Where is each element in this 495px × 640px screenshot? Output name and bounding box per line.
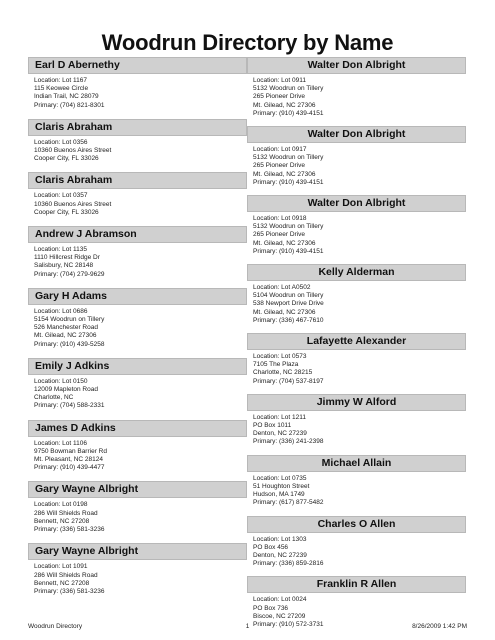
entry-detail-line: Primary: (910) 572-3731 [253, 620, 324, 628]
entry-details [28, 189, 247, 217]
entry-name-header: Walter Don Albright [247, 126, 466, 143]
entry-name-header: Gary Wayne Albright [28, 543, 247, 560]
entry-details [28, 560, 247, 596]
entry-detail-line: 265 Pioneer Drive [253, 162, 306, 170]
entry-detail-line: PO Box 736 [253, 604, 289, 612]
entry-detail-line: Hudson, MA 1749 [253, 491, 305, 499]
entry-detail-line: Location: Lot 0024 [253, 596, 307, 604]
directory-entry [247, 455, 466, 508]
entry-details [28, 305, 247, 349]
entry-detail-line: Primary: (910) 439-5258 [34, 340, 105, 348]
entry-detail-line: Bennett, NC 27208 [34, 517, 90, 525]
directory-entry [247, 333, 466, 386]
entry-detail-line: 5132 Woodrun on Tillery [253, 85, 324, 93]
entry-name-header: Walter Don Albright [247, 57, 466, 74]
entry-detail-line: 286 Will Shields Road [34, 571, 98, 579]
footer-page-number: 1 [245, 623, 250, 630]
entry-name-header: Claris Abraham [28, 119, 247, 136]
entry-detail-line: Primary: (336) 241-2398 [253, 438, 324, 446]
entry-detail-line: Location: Lot 0573 [253, 353, 307, 361]
entry-detail-line: 115 Keowee Circle [34, 85, 89, 93]
entry-detail-line: 12009 Mapleton Road [34, 386, 98, 394]
entry-detail-line: Location: Lot A0502 [253, 284, 311, 292]
entry-detail-line: 5132 Woodrun on Tillery [253, 223, 324, 231]
entry-detail-line: Mt. Gilead, NC 27306 [253, 308, 316, 316]
directory-entry [28, 226, 247, 279]
entry-detail-line: 10360 Buenos Aires Street [34, 147, 112, 155]
entry-detail-line: Primary: (704) 279-9629 [34, 270, 105, 278]
directory-entry [28, 481, 247, 534]
entry-detail-line: Location: Lot 0911 [253, 77, 307, 84]
entry-detail-line: Location: Lot 0917 [253, 146, 307, 154]
entry-name-header: Lafayette Alexander [247, 333, 466, 350]
entry-detail-line: 265 Pioneer Drive [253, 93, 306, 101]
entry-name-header: Kelly Alderman [247, 264, 466, 281]
directory-entry [28, 358, 247, 411]
entry-detail-line: Mt. Gilead, NC 27306 [253, 170, 316, 178]
entry-details [247, 212, 466, 256]
entry-detail-line: Primary: (336) 467-7610 [253, 316, 324, 324]
entry-detail-line: Primary: (336) 581-3236 [34, 587, 105, 595]
entry-detail-line: Location: Lot 0198 [34, 501, 88, 509]
entry-detail-line: Location: Lot 0918 [253, 215, 307, 223]
entry-detail-line: Charlotte, NC [34, 394, 74, 402]
entry-details [28, 375, 247, 411]
entry-details [247, 533, 466, 569]
entry-detail-line: Biscoe, NC 27209 [253, 612, 306, 620]
directory-entry [28, 119, 247, 164]
entry-detail-line: 51 Houghton Street [253, 482, 310, 490]
entry-detail-line: Primary: (704) 537-8197 [253, 377, 324, 385]
directory-entry [247, 57, 466, 118]
directory-entry [28, 420, 247, 473]
left-column [28, 57, 247, 605]
entry-detail-line: 265 Pioneer Drive [253, 231, 306, 239]
entry-detail-line: Location: Lot 1211 [253, 413, 307, 421]
entry-details [28, 136, 247, 164]
entry-detail-line: PO Box 1011 [253, 422, 292, 430]
entry-name-header: Emily J Adkins [28, 358, 247, 375]
entry-name-header: Jimmy W Alford [247, 394, 466, 411]
entry-detail-line: Mt. Gilead, NC 27306 [34, 332, 97, 340]
entry-detail-line: Location: Lot 1167 [34, 77, 88, 84]
entry-name-header: James D Adkins [28, 420, 247, 437]
directory-entry [247, 195, 466, 256]
footer-document-name: Woodrun Directory [28, 623, 83, 630]
entry-name-header: Charles O Allen [247, 516, 466, 533]
entry-detail-line: Location: Lot 0356 [34, 138, 88, 146]
entry-detail-line: Bennett, NC 27208 [34, 579, 90, 587]
entry-detail-line: 526 Manchester Road [34, 324, 98, 332]
directory-entry [247, 264, 466, 325]
directory-entry [28, 172, 247, 217]
entry-details [247, 472, 466, 508]
entry-detail-line: 7105 The Plaza [253, 361, 299, 369]
entry-detail-line: 5132 Woodrun on Tillery [253, 154, 324, 162]
directory-entry [247, 126, 466, 187]
entry-detail-line: Mt. Gilead, NC 27306 [253, 101, 316, 109]
entry-detail-line: Location: Lot 1303 [253, 535, 307, 543]
entry-details [247, 281, 466, 325]
entry-detail-line: 10360 Buenos Aires Street [34, 200, 112, 208]
entry-detail-line: 9750 Bowman Barrier Rd [34, 447, 107, 455]
entry-detail-line: Location: Lot 0686 [34, 307, 88, 315]
entry-detail-line: Primary: (336) 859-2816 [253, 560, 324, 568]
page-title: Woodrun Directory by Name [101, 30, 394, 55]
entry-detail-line: Charlotte, NC 28215 [253, 369, 313, 377]
entry-detail-line: Location: Lot 0357 [34, 192, 88, 200]
entry-detail-line: Primary: (910) 439-4151 [253, 247, 324, 255]
entry-detail-line: 286 Will Shields Road [34, 509, 98, 517]
entry-detail-line: Primary: (704) 821-8301 [34, 101, 105, 109]
entry-name-header: Franklin R Allen [247, 576, 466, 593]
entry-detail-line: Location: Lot 0735 [253, 474, 307, 482]
entry-name-header: Andrew J Abramson [28, 226, 247, 243]
directory-entry [28, 288, 247, 349]
entry-detail-line: Indian Trail, NC 28079 [34, 93, 99, 101]
entry-details [247, 350, 466, 386]
entry-detail-line: Location: Lot 0150 [34, 377, 88, 385]
directory-entry [247, 394, 466, 447]
entry-details [28, 498, 247, 534]
entry-detail-line: Primary: (910) 439-4477 [34, 464, 105, 472]
right-column [247, 57, 466, 637]
entry-detail-line: Primary: (910) 439-4151 [253, 178, 324, 186]
entry-details [247, 143, 466, 187]
directory-entry [28, 543, 247, 596]
entry-detail-line: Mt. Gilead, NC 27306 [253, 239, 316, 247]
entry-name-header: Michael Allain [247, 455, 466, 472]
entry-details [247, 74, 466, 118]
entry-detail-line: Denton, NC 27239 [253, 551, 307, 559]
entry-detail-line: 1110 Hillcrest Ridge Dr [34, 254, 100, 262]
entry-detail-line: 5104 Woodrun on Tillery [253, 292, 324, 300]
entry-details [28, 74, 247, 110]
directory-entry [247, 576, 466, 629]
entry-name-header: Gary Wayne Albright [28, 481, 247, 498]
entry-detail-line: Primary: (910) 439-4151 [253, 109, 324, 117]
entry-detail-line: Cooper City, FL 33026 [34, 155, 99, 163]
entry-detail-line: 5154 Woodrun on Tillery [34, 316, 105, 324]
entry-name-header: Walter Don Albright [247, 195, 466, 212]
entry-detail-line: Mt. Pleasant, NC 28124 [34, 456, 104, 464]
directory-entry [247, 516, 466, 569]
directory-entry [28, 57, 247, 110]
entry-detail-line: Denton, NC 27239 [253, 430, 307, 438]
entry-details [247, 411, 466, 447]
entry-detail-line: Location: Lot 1106 [34, 439, 88, 447]
entry-name-header: Claris Abraham [28, 172, 247, 189]
entry-name-header: Gary H Adams [28, 288, 247, 305]
entry-details [28, 243, 247, 279]
entry-detail-line: Location: Lot 1091 [34, 563, 88, 571]
entry-detail-line: Primary: (704) 588-2331 [34, 402, 105, 410]
entry-detail-line: Location: Lot 1135 [34, 246, 88, 254]
entry-detail-line: Primary: (617) 877-5482 [253, 499, 324, 507]
entry-detail-line: PO Box 456 [253, 543, 289, 551]
entry-detail-line: Salisbury, NC 28148 [34, 262, 94, 270]
entry-detail-line: 538 Newport Drive Drive [253, 300, 324, 308]
entry-detail-line: Cooper City, FL 33026 [34, 208, 99, 216]
entry-details [28, 437, 247, 473]
entry-detail-line: Primary: (336) 581-3236 [34, 526, 105, 534]
footer-timestamp: 8/26/2009 1:42 PM [412, 623, 467, 630]
entry-name-header: Earl D Abernethy [28, 57, 247, 74]
